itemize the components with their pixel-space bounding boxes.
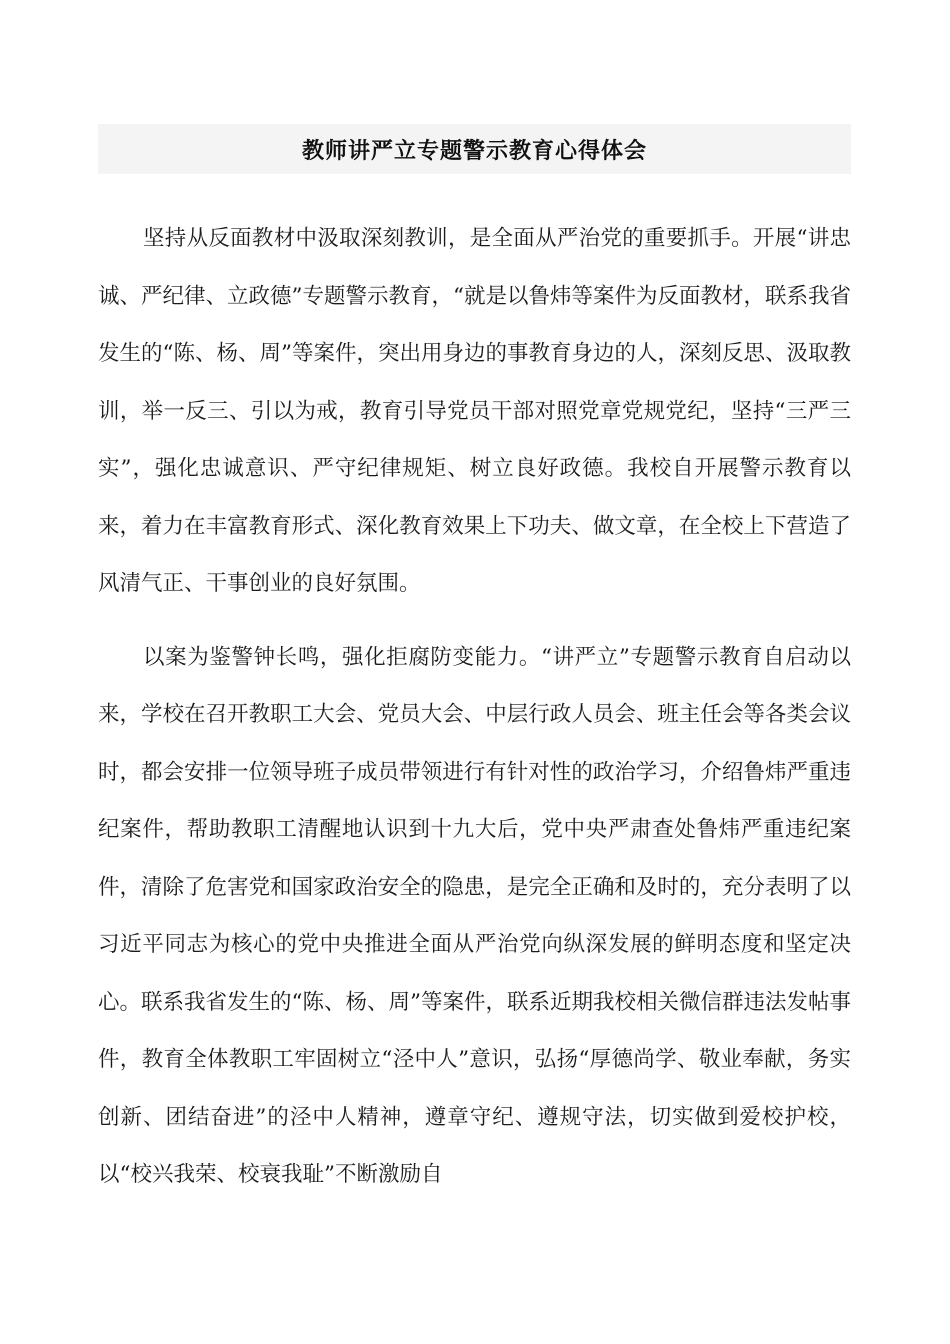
- paragraph-2: 以案为鉴警钟长鸣，强化拒腐防变能力。“讲严立”专题警示教育自启动以来，学校在召开教职工大会、党员大会、中层行政人员会、班主任会等各类会议时，都会安排一位领导班子成员带领进行有针对性的政治学习，介绍鲁炜严重违纪案件，帮助教职工清醒地认识到十九大后，党中央严肃查处鲁炜严重违纪案件，清除了危害党和国家政治安全的隐患，是完全正确和及时的，充分表明了以习近平同志为核心的党中央推进全面从严治党向纵深发展的鲜明态度和坚定决心。联系我省发生的“陈、杨、周”等案件，联系近期我校相关微信群违法发帖事件，教育全体教职工牢固树立“泾中人”意识，弘扬“厚德尚学、敬业奉献，务实创新、团结奋进”的泾中人精神，遵章守纪、遵规守法，切实做到爱校护校，以“校兴我荣、校衰我耻”不断激励自: [98, 644, 851, 1187]
- title-band: [98, 124, 851, 174]
- document-body: [98, 210, 851, 1204]
- paragraph-1: 坚持从反面教材中汲取深刻教训，是全面从严治党的重要抓手。开展“讲忠诚、严纪律、立政德”专题警示教育，“就是以鲁炜等案件为反面教材，联系我省发生的“陈、杨、周”等案件，突出用身边的事教育身边的人，深刻反思、汲取教训，举一反三、引以为戒，教育引导党员干部对照党章党规党纪，坚持“三严三实”，强化忠诚意识、严守纪律规矩、树立良好政德。我校自开展警示教育以来，着力在丰富教育形式、深化教育效果上下功夫、做文章，在全校上下营造了风清气正、干事创业的良好氛围。: [98, 226, 851, 596]
- document-title: 教师讲严立专题警示教育心得体会: [301, 138, 647, 164]
